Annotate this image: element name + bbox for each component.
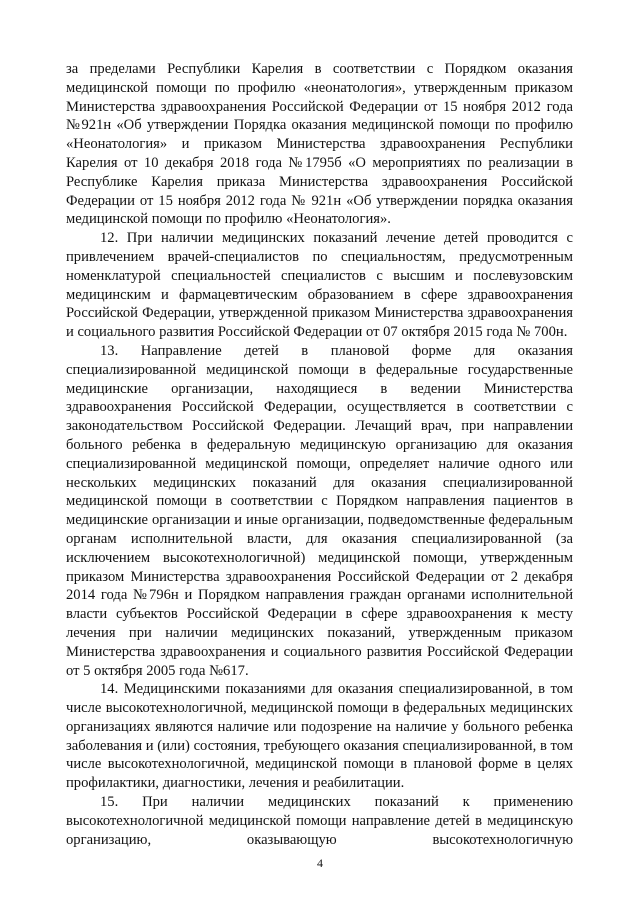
paragraph-continuation: за пределами Республики Карелия в соответствии с Порядком оказания медицинской помощи по профилю «неонатология», утвержденным приказом Министерства здравоохранения Российской Федерации от 15 ноября 2012 года №921н «Об утверждении Порядка оказания медицинской помощи по профилю «Неонатология» и приказом Министерства здравоохранения Республики Карелия от 10 декабря 2018 года №1795б «О мероприятиях по реализации в Республике Карелия приказа Министерства здравоохранения Российской Федерации от 15 ноября 2012 года № 921н «Об утверждении порядка оказания медицинской помощи по профилю «Неонатология».	[66, 61, 573, 228]
paragraph-15: 15. При наличии медицинских показаний к применению высокотехнологичной медицинской помощи направление детей в медицинскую организацию, оказывающую высокотехнологичную	[66, 794, 573, 848]
paragraph-12: 12. При наличии медицинских показаний лечение детей проводится с привлечением врачей-специалистов по специальностям, предусмотренным номенклатурой специальностей специалистов с высшим и послевузовским медицинским и фармацевтическим образованием в сфере здравоохранения Российской Федерации, утвержденной приказом Министерства здравоохранения и социального развития Российской Федерации от 07 октября 2015 года № 700н.	[66, 230, 573, 341]
paragraph-14: 14. Медицинскими показаниями для оказания специализированной, в том числе высокотехнологичной, медицинской помощи в федеральных медицинских организациях являются наличие или подозрение на наличие у больного ребенка заболевания и (или) состояния, требующего оказания специализированной, в том числе высокотехнологичной, медицинской помощи в плановой форме в целях профилактики, диагностики, лечения и реабилитации.	[66, 681, 573, 792]
paragraph-13: 13. Направление детей в плановой форме для оказания специализированной медицинской помощи в федеральные государственные медицинские организации, находящиеся в ведении Министерства здравоохранения Российской Федерации, осуществляется в соответствии с законодательством Российской Федерации. Лечащий врач, при направлении больного ребенка в федеральную медицинскую организацию для оказания специализированной медицинской помощи, определяет наличие одного или нескольких медицинских показаний для оказания специализированной медицинской помощи в соответствии с Порядком направления пациентов в медицинские организации и иные организации, подведомственные федеральным органам исполнительной власти, для оказания специализированной (за исключением высокотехнологичной) медицинской помощи, утвержденным приказом Министерства здравоохранения Российской Федерации от 2 декабря 2014 года №796н и Порядком направления граждан органами исполнительной власти субъектов Российской Федерации в сфере здравоохранения к месту лечения при наличии медицинских показаний, утвержденным приказом Министерства здравоохранения и социального развития Российской Федерации от 5 октября 2005 года №617.	[66, 342, 573, 679]
document-page	[66, 60, 573, 849]
page-number: 4	[317, 856, 323, 870]
